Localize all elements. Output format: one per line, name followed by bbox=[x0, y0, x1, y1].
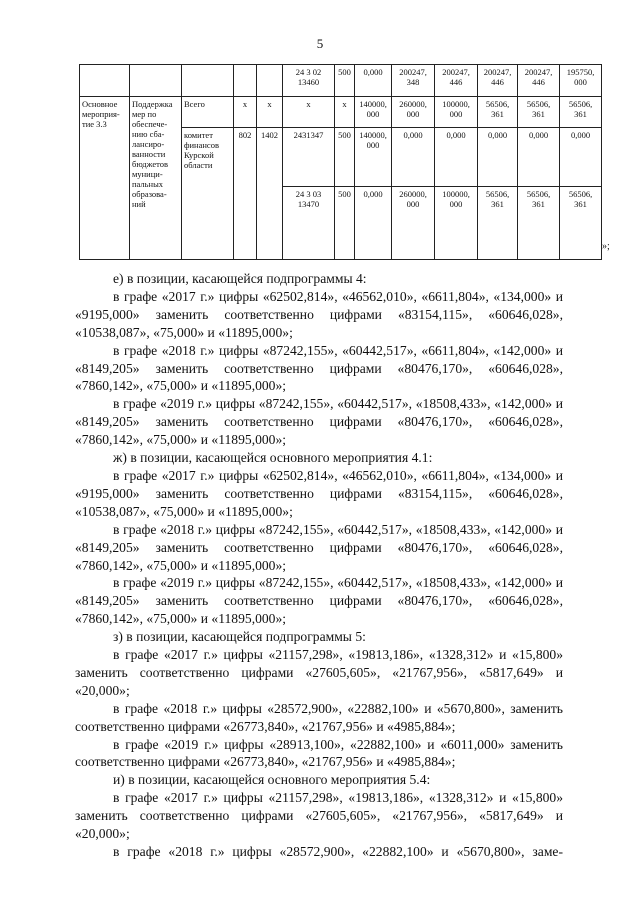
table-cell: 56506, 361 bbox=[560, 187, 602, 260]
table-cell: 500 bbox=[335, 187, 355, 260]
table-cell: 24 3 02 13460 bbox=[283, 65, 335, 97]
table-cell: Основное мероприя-тие 3.3 bbox=[80, 97, 130, 260]
table-cell: 0,000 bbox=[560, 128, 602, 187]
budget-table bbox=[79, 64, 601, 260]
paragraph: в графе «2019 г.» цифры «28913,100», «22882,100» и «6011,000» заменить соответственно цифрами «26773,840», «21767,956» и «4985,884»; bbox=[75, 736, 563, 770]
paragraph-heading: и) в позиции, касающейся основного мероприятия 5.4: bbox=[113, 772, 431, 788]
table-cell: x bbox=[257, 97, 283, 128]
table-cell bbox=[130, 65, 182, 97]
paragraph-heading: ж) в позиции, касающейся основного мероприятия 4.1: bbox=[113, 450, 433, 466]
table-cell: 0,000 bbox=[435, 128, 478, 187]
table-cell bbox=[182, 65, 234, 97]
document-body bbox=[75, 270, 563, 861]
table-cell: x bbox=[283, 97, 335, 128]
table-cell: 100000, 000 bbox=[435, 97, 478, 128]
table-cell: 56506, 361 bbox=[518, 97, 560, 128]
table-cell: 140000, 000 bbox=[355, 128, 392, 187]
table-cell: 260000, 000 bbox=[392, 97, 435, 128]
table-cell: 0,000 bbox=[392, 128, 435, 187]
paragraph: в графе «2018 г.» цифры «87242,155», «60442,517», «18508,433», «142,000» и «8149,205» заменить соответственно цифрами «80476,170», «60646,028», «7860,142», «75,000» и «11895,000»; bbox=[75, 521, 563, 573]
paragraph: в графе «2018 г.» цифры «28572,900», «22882,100» и «5670,800», заменить соответственно цифрами «26773,840», «21767,956» и «4985,884»; bbox=[75, 700, 563, 734]
paragraph: в графе «2017 г.» цифры «21157,298», «19813,186», «1328,312» и «15,800» заменить соответственно цифрами «27605,605», «21767,956», «5817,649» и «20,000»; bbox=[75, 790, 563, 842]
table-cell: 500 bbox=[335, 65, 355, 97]
table-cell: 200247, 446 bbox=[518, 65, 560, 97]
paragraph-heading: е) в позиции, касающейся подпрограммы 4: bbox=[113, 271, 367, 286]
paragraph: в графе «2018 г.» цифры «87242,155», «60442,517», «6611,804», «142,000» и «8149,205» заменить соответственно цифрами «80476,170», «60646,028», «7860,142», «75,000» и «11895,000»; bbox=[75, 342, 563, 394]
table-cell bbox=[234, 65, 257, 97]
table-row bbox=[80, 97, 602, 128]
paragraph: в графе «2018 г.» цифры «28572,900», «22882,100» и «5670,800», заме- bbox=[113, 844, 563, 859]
table-cell: 260000, 000 bbox=[392, 187, 435, 260]
table-cell: 24 3 03 13470 bbox=[283, 187, 335, 260]
table-cell: 56506, 361 bbox=[518, 187, 560, 260]
table-cell: 200247, 446 bbox=[478, 65, 518, 97]
paragraph: в графе «2017 г.» цифры «62502,814», «46562,010», «6611,804», «134,000» и «9195,000» заменить соответственно цифрами «83154,115», «60646,028», «10538,087», «75,000» и «11895,000»; bbox=[75, 467, 563, 519]
table-cell: 0,000 bbox=[478, 128, 518, 187]
paragraph: в графе «2019 г.» цифры «87242,155», «60442,517», «18508,433», «142,000» и «8149,205» заменить соответственно цифрами «80476,170», «60646,028», «7860,142», «75,000» и «11895,000»; bbox=[75, 396, 563, 448]
table-cell: x bbox=[234, 97, 257, 128]
table-cell: 56506, 361 bbox=[478, 97, 518, 128]
table-cell bbox=[80, 65, 130, 97]
table-cell: Всего bbox=[182, 97, 234, 128]
page-number: 5 bbox=[316, 36, 324, 51]
table-cell: 500 bbox=[335, 128, 355, 187]
table-cell: 200247, 446 bbox=[435, 65, 478, 97]
table-cell: x bbox=[335, 97, 355, 128]
table-cell: 200247, 348 bbox=[392, 65, 435, 97]
paragraph: в графе «2017 г.» цифры «62502,814», «46562,010», «6611,804», «134,000» и «9195,000» заменить соответственно цифрами «83154,115», «60646,028», «10538,087», «75,000» и «11895,000»; bbox=[75, 288, 563, 340]
table-cell: 195750, 000 bbox=[560, 65, 602, 97]
table-cell bbox=[257, 65, 283, 97]
table-cell: комитет финансов Курской области bbox=[182, 128, 234, 260]
table-closing-quote: »; bbox=[602, 241, 610, 252]
paragraph-heading: з) в позиции, касающейся подпрограммы 5: bbox=[113, 629, 366, 645]
table-cell: Поддержка мер по обеспече-нию сба-лансиро-ванности бюджетов муници-пальных образова-ний bbox=[130, 97, 182, 260]
table-cell: 56506, 361 bbox=[478, 187, 518, 260]
table-cell: 802 bbox=[234, 128, 257, 260]
table-cell: 0,000 bbox=[355, 187, 392, 260]
table-cell: 0,000 bbox=[518, 128, 560, 187]
table-row bbox=[80, 65, 602, 97]
table-cell: 140000, 000 bbox=[355, 97, 392, 128]
paragraph: в графе «2017 г.» цифры «21157,298», «19813,186», «1328,312» и «15,800» заменить соответственно цифрами «27605,605», «21767,956», «5817,649» и «20,000»; bbox=[75, 647, 563, 698]
table-cell: 2431347 bbox=[283, 128, 335, 187]
paragraph: в графе «2019 г.» цифры «87242,155», «60442,517», «18508,433», «142,000» и «8149,205» заменить соответственно цифрами «80476,170», «60646,028», «7860,142», «75,000» и «11895,000»; bbox=[75, 575, 563, 627]
table-cell: 56506, 361 bbox=[560, 97, 602, 128]
table-cell: 0,000 bbox=[355, 65, 392, 97]
table-cell: 1402 bbox=[257, 128, 283, 260]
table-cell: 100000, 000 bbox=[435, 187, 478, 260]
